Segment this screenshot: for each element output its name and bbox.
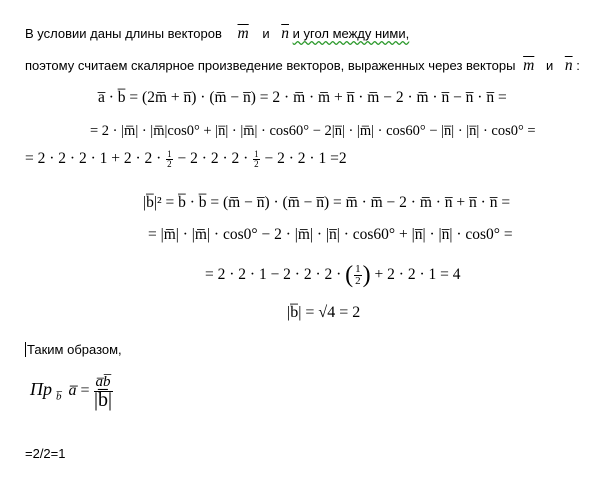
equation-4: |b̅|² = b̅ · b̅ = (m̅ − n̅) · (m̅ − n̅) = m̅ · m̅ − 2 · m̅ · n̅ + n̅ · n̅ =: [143, 194, 511, 211]
fraction-one-half: $\frac{1}{2}$: [167, 149, 172, 169]
eq6-part-a: = 2 · 2 · 1 − 2 · 2 · 2 ·: [205, 266, 342, 283]
right-paren: ): [362, 262, 371, 288]
line1-text-b: и угол между ними,: [292, 26, 410, 41]
fraction-one-half: $\frac{1}{2}$: [355, 262, 361, 287]
eq3-part-b: − 2 · 2 · 2 ·: [177, 150, 249, 168]
line1-text-a: В условии даны длины векторов: [25, 26, 222, 41]
result-text: =2/2=1: [25, 446, 66, 461]
line2-colon: :: [576, 58, 580, 73]
text-line-1: [25, 25, 409, 43]
equation-5: = |m̅| · |m̅| · cos0° − 2 · |m̅| · |n̅| · cos60° + |n̅| · |n̅| · cos0° =: [148, 226, 513, 243]
eq6-part-b: + 2 · 2 · 1 = 4: [374, 266, 461, 283]
projection-fraction: [94, 374, 113, 409]
vector-n: $\overline{n}$: [564, 57, 573, 74]
left-paren: (: [345, 262, 354, 288]
equals-sign: =: [80, 382, 90, 400]
vector-m: $\overline{m}$: [237, 25, 249, 42]
vector-m: $\overline{m}$: [523, 57, 535, 74]
equation-3: [25, 150, 347, 169]
text-cursor: [25, 342, 26, 357]
fraction-one-half: $\frac{1}{2}$: [254, 149, 259, 169]
projection-denominator: |b̅|: [94, 389, 113, 411]
projection-label: Пр: [30, 379, 52, 400]
line1-and: и: [262, 26, 270, 41]
projection-formula: [30, 374, 113, 409]
eq3-part-c: − 2 · 2 · 1 =2: [264, 150, 347, 168]
line2-text: поэтому считаем скалярное произведение векторов, выраженных через векторы: [25, 58, 516, 73]
projection-subscript: b̅: [56, 390, 62, 403]
projection-numerator: a̅b̅: [95, 374, 111, 390]
text-line-2: [25, 57, 580, 75]
equation-6: [205, 262, 460, 289]
line2-and: и: [545, 58, 554, 73]
equation-2: = 2 · |m̅| · |m̅|cos0° + |n̅| · |m̅| · cos60° − 2|n̅| · |m̅| · cos60° − |n̅| · |n̅| · cos0° =: [90, 123, 536, 139]
equation-7: |b̅| = √4 = 2: [287, 304, 361, 321]
eq3-part-a: = 2 · 2 · 2 · 1 + 2 · 2 ·: [25, 150, 162, 168]
equation-1: a̅ · b̅ = (2m̅ + n̅) · (m̅ − n̅) = 2 · m̅ · m̅ + n̅ · m̅ − 2 · m̅ · n̅ − n̅ · n̅ =: [98, 89, 507, 106]
vector-n: $\overline{n}$: [281, 25, 289, 42]
vector-a: a̅: [68, 382, 77, 400]
conclusion-text: Таким образом,: [27, 342, 122, 357]
